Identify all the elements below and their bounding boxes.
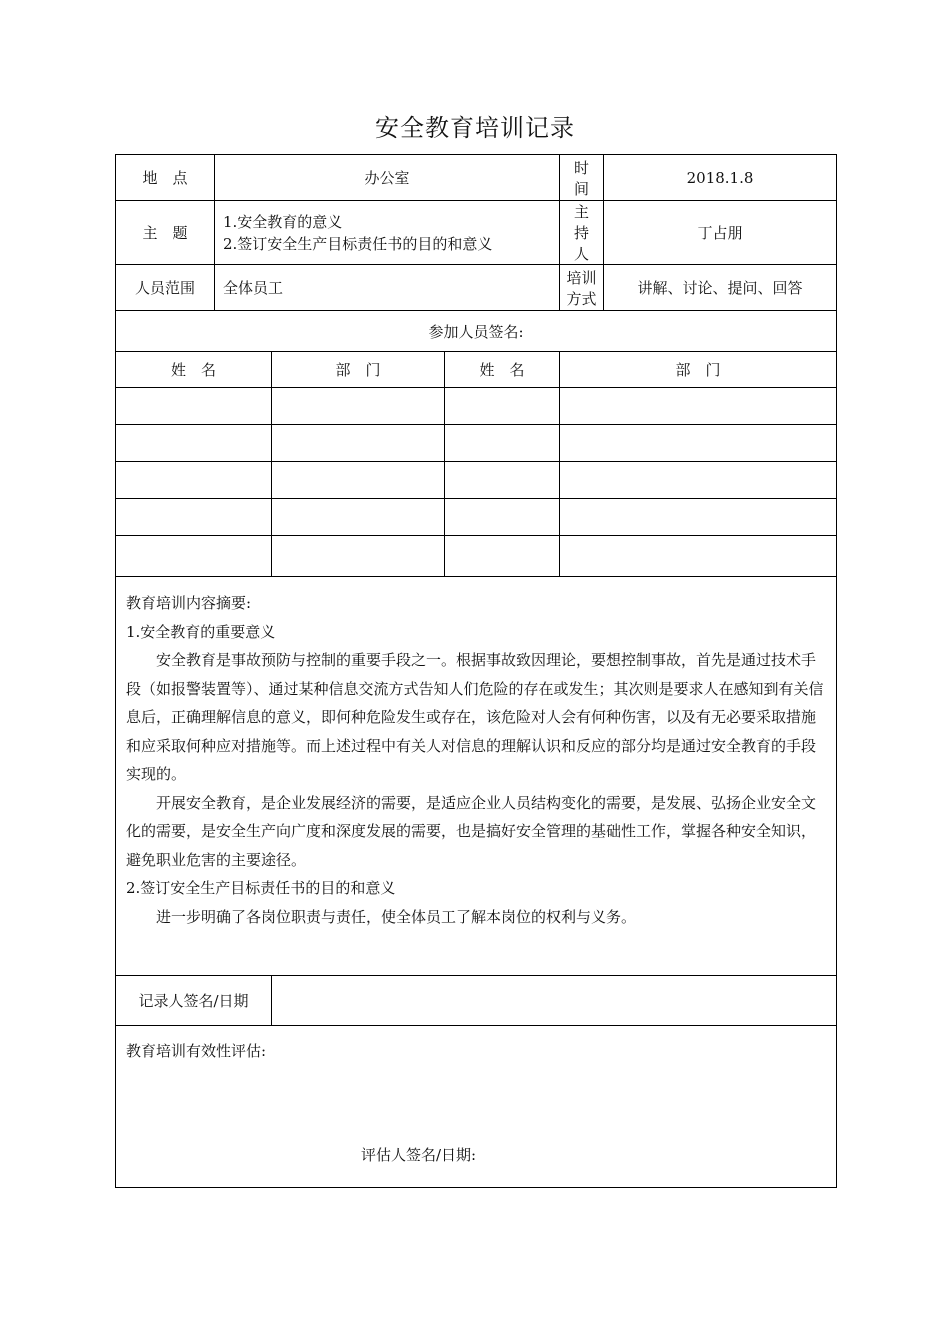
signature-row (116, 425, 837, 462)
signature-cell[interactable] (272, 462, 445, 499)
signature-cell[interactable] (560, 499, 837, 536)
summary-heading: 教育培训内容摘要: (126, 594, 252, 612)
signature-cell[interactable] (445, 425, 560, 462)
signature-cell[interactable] (272, 499, 445, 536)
attendees-heading: 参加人员签名: (116, 311, 837, 352)
location-value[interactable]: 办公室 (215, 155, 560, 201)
host-value[interactable]: 丁占朋 (604, 201, 837, 265)
signature-cell[interactable] (560, 388, 837, 425)
signature-cell[interactable] (560, 425, 837, 462)
location-label: 地 点 (116, 155, 215, 201)
method-value[interactable]: 讲解、讨论、提问、回答 (604, 265, 837, 311)
subject-line-1: 1.安全教育的意义 (223, 212, 343, 231)
column-header-name: 姓 名 (116, 352, 272, 388)
signature-row (116, 536, 837, 577)
signature-cell[interactable] (560, 462, 837, 499)
recorder-label: 记录人签名/日期 (116, 976, 272, 1026)
scope-value[interactable]: 全体员工 (215, 265, 560, 311)
subject-label: 主 题 (116, 201, 215, 265)
signature-cell[interactable] (116, 462, 272, 499)
summary-section-2-title: 2.签订安全生产目标责任书的目的和意义 (126, 879, 396, 897)
page-title: 安全教育培训记录 (375, 114, 575, 142)
subject-line-2: 2.签订安全生产目标责任书的目的和意义 (223, 234, 493, 253)
evaluation-heading: 教育培训有效性评估: (126, 1042, 267, 1060)
column-header-department: 部 门 (272, 352, 445, 388)
signature-cell[interactable] (272, 388, 445, 425)
signature-cell[interactable] (445, 388, 560, 425)
signature-cell[interactable] (116, 425, 272, 462)
host-label: 主持人 (560, 201, 604, 265)
summary-paragraph: 安全教育是事故预防与控制的重要手段之一。根据事故致因理论，要想控制事故，首先是通过技术手段（如报警装置等）、通过某种信息交流方式告知人们危险的存在或发生；其次则是要求人在感知到有关信息后，正确理解信息的意义，即何种危险发生或存在，该危险对人会有何种伤害，以及有无必要采取措施和应采取何种应对措施等。而上述过程中有关人对信息的理解认识和反应的部分均是通过安全教育的手段实现的。 (126, 651, 824, 783)
summary-paragraph: 进一步明确了各岗位职责与责任，使全体员工了解本岗位的权利与义务。 (156, 907, 637, 926)
summary-paragraph: 开展安全教育，是企业发展经济的需要，是适应企业人员结构变化的需要，是发展、弘扬企业安全文化的需要，是安全生产向广度和深度发展的需要，也是搞好安全管理的基础性工作，掌握各种安全知识，避免职业危害的主要途径。 (126, 793, 817, 869)
signature-cell[interactable] (116, 536, 272, 577)
subject-value[interactable] (215, 201, 560, 265)
column-header-name: 姓 名 (445, 352, 560, 388)
method-label: 培训方式 (560, 265, 604, 311)
signature-row (116, 462, 837, 499)
signature-cell[interactable] (560, 536, 837, 577)
time-value[interactable]: 2018.1.8 (604, 155, 837, 201)
signature-cell[interactable] (445, 536, 560, 577)
signature-cell[interactable] (445, 462, 560, 499)
scope-label: 人员范围 (116, 265, 215, 311)
training-record-table (115, 154, 837, 1188)
recorder-signature-field[interactable] (272, 976, 837, 1026)
column-header-department: 部 门 (560, 352, 837, 388)
content-summary[interactable] (116, 577, 837, 976)
signature-cell[interactable] (116, 499, 272, 536)
evaluator-signature-label: 评估人签名/日期: (361, 1146, 477, 1164)
signature-cell[interactable] (272, 425, 445, 462)
time-label: 时间 (560, 155, 604, 201)
signature-cell[interactable] (272, 536, 445, 577)
signature-cell[interactable] (445, 499, 560, 536)
signature-cell[interactable] (116, 388, 272, 425)
signature-row (116, 388, 837, 425)
signature-row (116, 499, 837, 536)
summary-section-1-title: 1.安全教育的重要意义 (126, 622, 276, 641)
effectiveness-evaluation[interactable] (116, 1026, 837, 1188)
